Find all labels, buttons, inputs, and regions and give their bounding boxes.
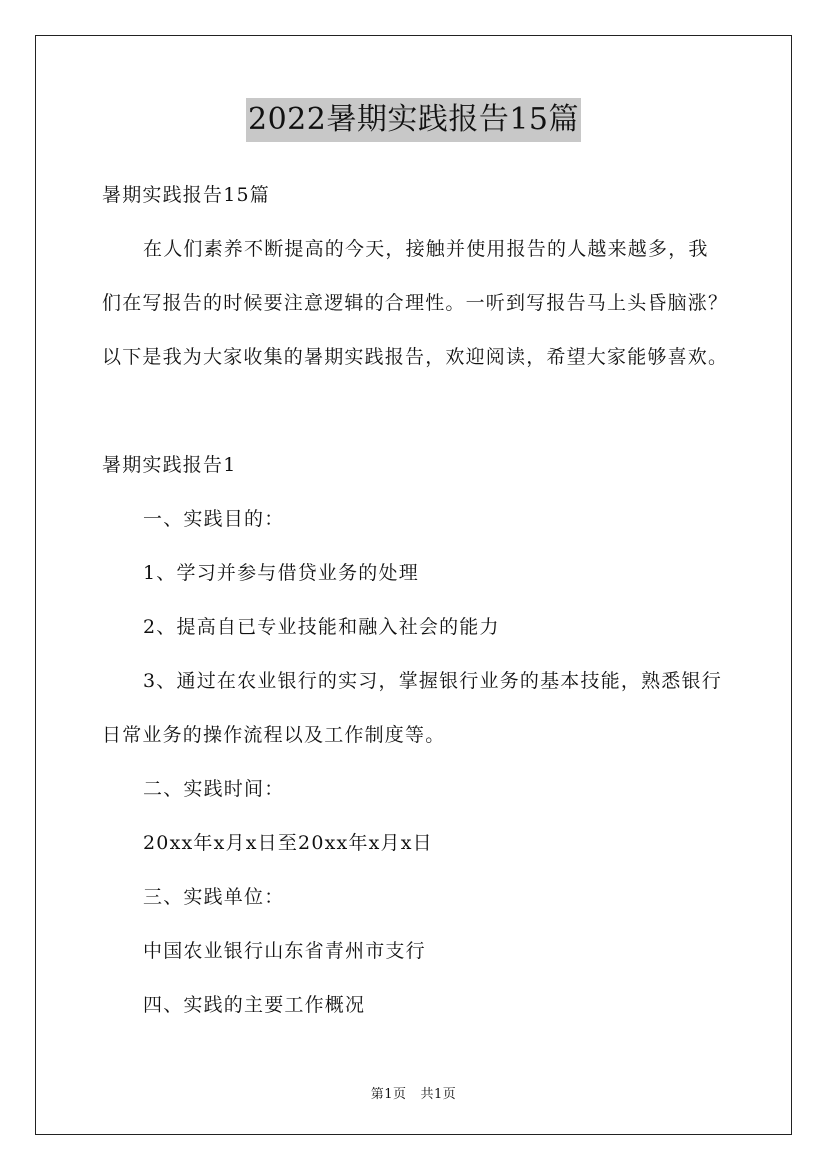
- title-container: [0, 98, 827, 142]
- subsection-heading: 一、实践目的：: [143, 508, 285, 530]
- paragraph-line: 在人们素养不断提高的今天，接触并使用报告的人越来越多，我: [143, 238, 709, 260]
- page-number: 第1页: [370, 1087, 407, 1102]
- paragraph-line: 日常业务的操作流程以及工作制度等。: [102, 724, 446, 746]
- paragraph-line: 20xx年x月x日至20xx年x月x日: [143, 832, 433, 854]
- paragraph-line: 中国农业银行山东省青州市支行: [143, 940, 426, 962]
- subsection-heading: 四、实践的主要工作概况: [143, 994, 366, 1016]
- list-item: 3、通过在农业银行的实习，掌握银行业务的基本技能，熟悉银行: [143, 670, 722, 692]
- list-item: 1、学习并参与借贷业务的处理: [143, 562, 419, 584]
- paragraph-line: 以下是我为大家收集的暑期实践报告，欢迎阅读，希望大家能够喜欢。: [102, 346, 729, 368]
- page-total: 共1页: [420, 1087, 457, 1102]
- document-title: 2022暑期实践报告15篇: [246, 98, 581, 142]
- subtitle-line: 暑期实践报告15篇: [102, 184, 270, 206]
- paragraph-line: 们在写报告的时候要注意逻辑的合理性。一听到写报告马上头昏脑涨？: [102, 292, 729, 314]
- section-heading: 暑期实践报告1: [102, 454, 237, 476]
- list-item: 2、提高自已专业技能和融入社会的能力: [143, 616, 500, 638]
- page-footer: [0, 1083, 827, 1102]
- subsection-heading: 二、实践时间：: [143, 778, 285, 800]
- subsection-heading: 三、实践单位：: [143, 886, 285, 908]
